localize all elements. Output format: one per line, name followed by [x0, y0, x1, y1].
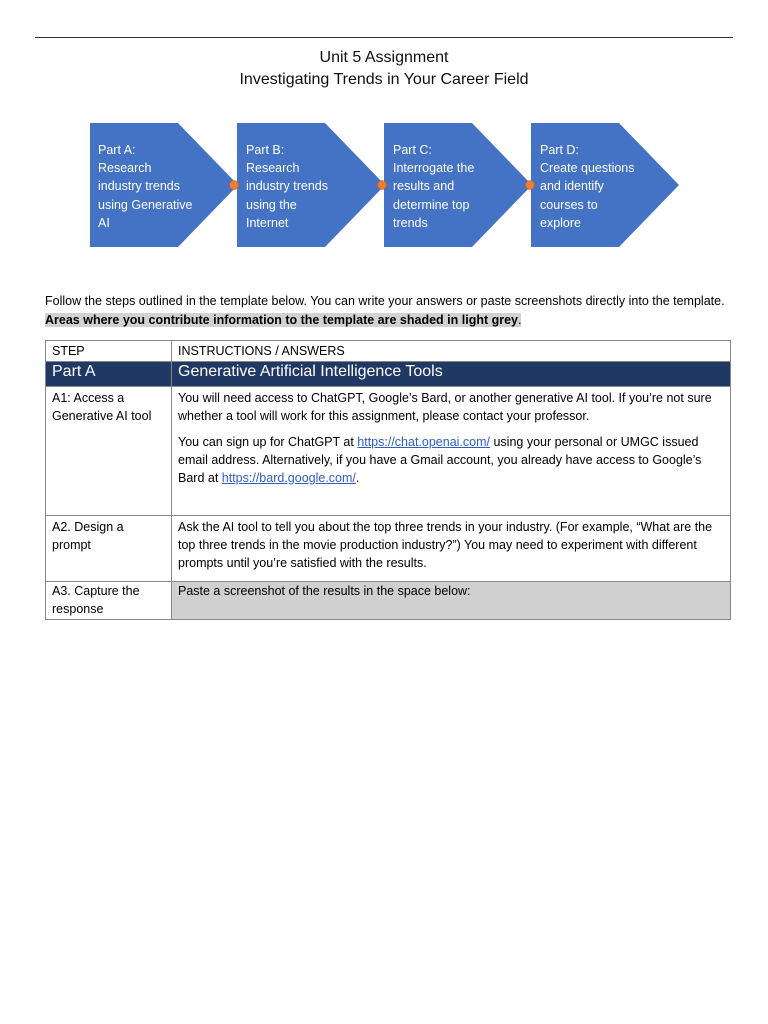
step-label-part-c: Part C: Interrogate the results and determine top trends — [393, 143, 475, 230]
step-label-part-d: Part D: Create questions and identify courses to explore — [540, 143, 635, 230]
step-a3: A3. Capture the response — [46, 582, 172, 620]
table-row — [46, 582, 731, 620]
instructions-a1: You will need access to ChatGPT, Google’s Bard, or another generative AI tool. If you’re not sure whether a tool will work for this assignment, please contact your professor. You can sign up for ChatGPT at https://chat.openai.com/ using your personal or UMGC issued email address. Alternatively, if you have a Gmail account, you already have access to Google’s Bard at https://bard.google.com/. — [172, 387, 731, 516]
header-step: STEP — [46, 341, 172, 362]
chatgpt-link[interactable]: https://chat.openai.com/ — [357, 435, 490, 449]
step-label-part-a: Part A: Research industry trends using Generative AI — [98, 143, 193, 230]
step-a2: A2. Design a prompt — [46, 516, 172, 582]
header-instructions: INSTRUCTIONS / ANSWERS — [172, 341, 731, 362]
intro-paragraph: Follow the steps outlined in the template below. You can write your answers or paste screenshots directly into the template. Areas where you contribute information to the template are shaded in light grey. — [45, 294, 725, 327]
part-a-row — [46, 362, 731, 387]
document-subtitle: Investigating Trends in Your Career Field — [239, 71, 529, 88]
instructions-a2: Ask the AI tool to tell you about the top three trends in your industry. (For example, “What are the top three trends in the movie production industry?”) You may need to experiment with different prompts until you’re satisfied with the results. — [172, 516, 731, 582]
bard-link[interactable]: https://bard.google.com/ — [221, 471, 356, 485]
document-title: Unit 5 Assignment — [319, 49, 449, 66]
part-label: Part A — [46, 362, 172, 387]
answer-area-a3[interactable]: Paste a screenshot of the results in the space below: — [172, 582, 731, 620]
shaded-note: Areas where you contribute information to the template are shaded in light grey — [45, 313, 518, 327]
connector-dot — [526, 181, 535, 190]
assignment-table — [45, 340, 731, 620]
connector-dot — [378, 181, 387, 190]
table-row — [46, 516, 731, 582]
table-row — [46, 387, 731, 516]
process-steps — [90, 123, 690, 247]
step-a1: A1: Access a Generative AI tool — [46, 387, 172, 516]
top-rule — [35, 37, 733, 38]
connector-dot — [230, 181, 239, 190]
step-label-part-b: Part B: Research industry trends using the Internet — [246, 143, 328, 230]
table-header-row — [46, 341, 731, 362]
part-title: Generative Artificial Intelligence Tools — [172, 362, 731, 387]
